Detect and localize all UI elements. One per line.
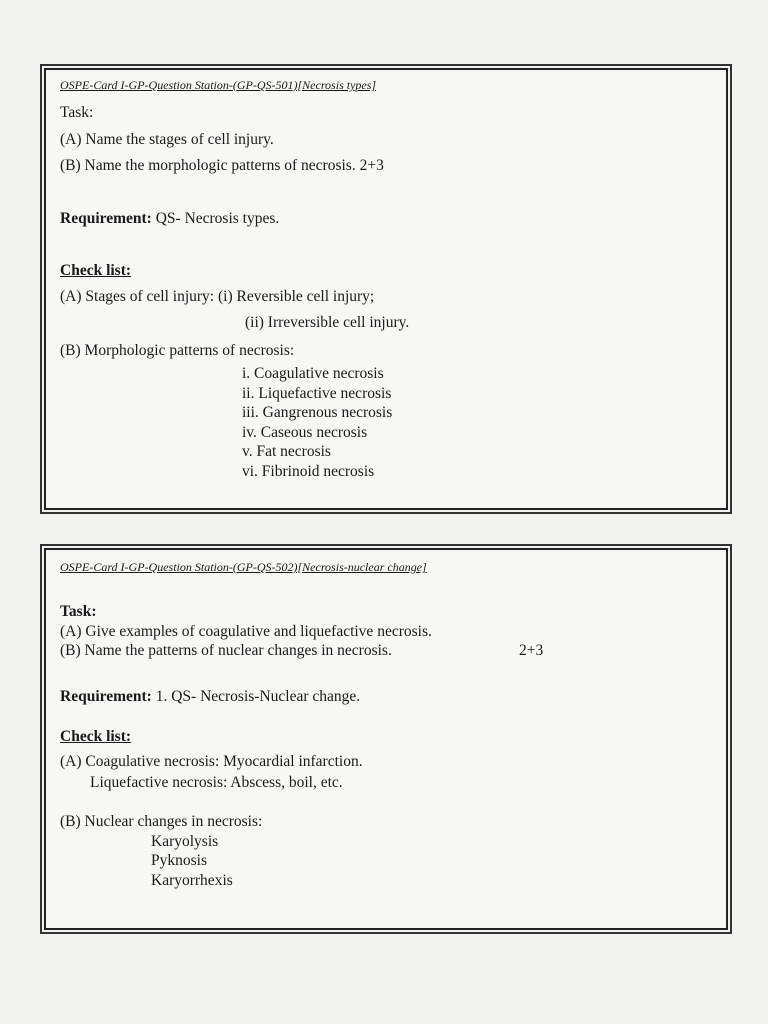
checklist-label: Check list: bbox=[60, 262, 132, 279]
check-a-line1: (A) Coagulative necrosis: Myocardial infarction. bbox=[60, 753, 363, 770]
check-a-line2: Liquefactive necrosis: Abscess, boil, etc. bbox=[90, 774, 343, 791]
requirement-text: 1. QS- Necrosis-Nuclear change. bbox=[151, 688, 361, 705]
checklist-label: Check list: bbox=[60, 728, 132, 745]
requirement-line bbox=[60, 688, 360, 706]
list-item: Karyorrhexis bbox=[151, 872, 233, 889]
task-label: Task: bbox=[60, 603, 97, 620]
list-item: vi. Fibrinoid necrosis bbox=[242, 463, 375, 480]
marks: 2+3 bbox=[519, 642, 544, 659]
ospe-card-necrosis-types bbox=[44, 68, 728, 510]
card-heading: OSPE-Card I-GP-Question Station-(GP-QS-502)[Necrosis-nuclear change] bbox=[60, 560, 427, 574]
ospe-card-nuclear-change bbox=[44, 548, 728, 930]
requirement-text: QS- Necrosis types. bbox=[151, 210, 280, 227]
check-a-line2: (ii) Irreversible cell injury. bbox=[245, 314, 410, 331]
check-a-line1: (A) Stages of cell injury: (i) Reversible cell injury; bbox=[60, 288, 375, 305]
list-item: iii. Gangrenous necrosis bbox=[242, 404, 393, 421]
list-item: i. Coagulative necrosis bbox=[242, 365, 384, 382]
requirement-label: Requirement: bbox=[60, 688, 152, 705]
task-b: (B) Name the morphologic patterns of necrosis. 2+3 bbox=[60, 157, 384, 174]
list-item: Karyolysis bbox=[151, 833, 219, 850]
list-item: iv. Caseous necrosis bbox=[242, 424, 368, 441]
task-label: Task: bbox=[60, 104, 94, 121]
check-b-label: (B) Nuclear changes in necrosis: bbox=[60, 813, 263, 830]
check-b-label: (B) Morphologic patterns of necrosis: bbox=[60, 342, 295, 359]
list-item: v. Fat necrosis bbox=[242, 443, 331, 460]
requirement-line bbox=[60, 210, 279, 228]
card-heading: OSPE-Card I-GP-Question Station-(GP-QS-501)[Necrosis types] bbox=[60, 78, 377, 92]
list-item: Pyknosis bbox=[151, 852, 207, 869]
requirement-label: Requirement: bbox=[60, 210, 152, 227]
task-b: (B) Name the patterns of nuclear changes in necrosis. bbox=[60, 642, 392, 659]
task-a: (A) Name the stages of cell injury. bbox=[60, 131, 274, 148]
task-a: (A) Give examples of coagulative and liquefactive necrosis. bbox=[60, 623, 432, 640]
list-item: ii. Liquefactive necrosis bbox=[242, 385, 392, 402]
